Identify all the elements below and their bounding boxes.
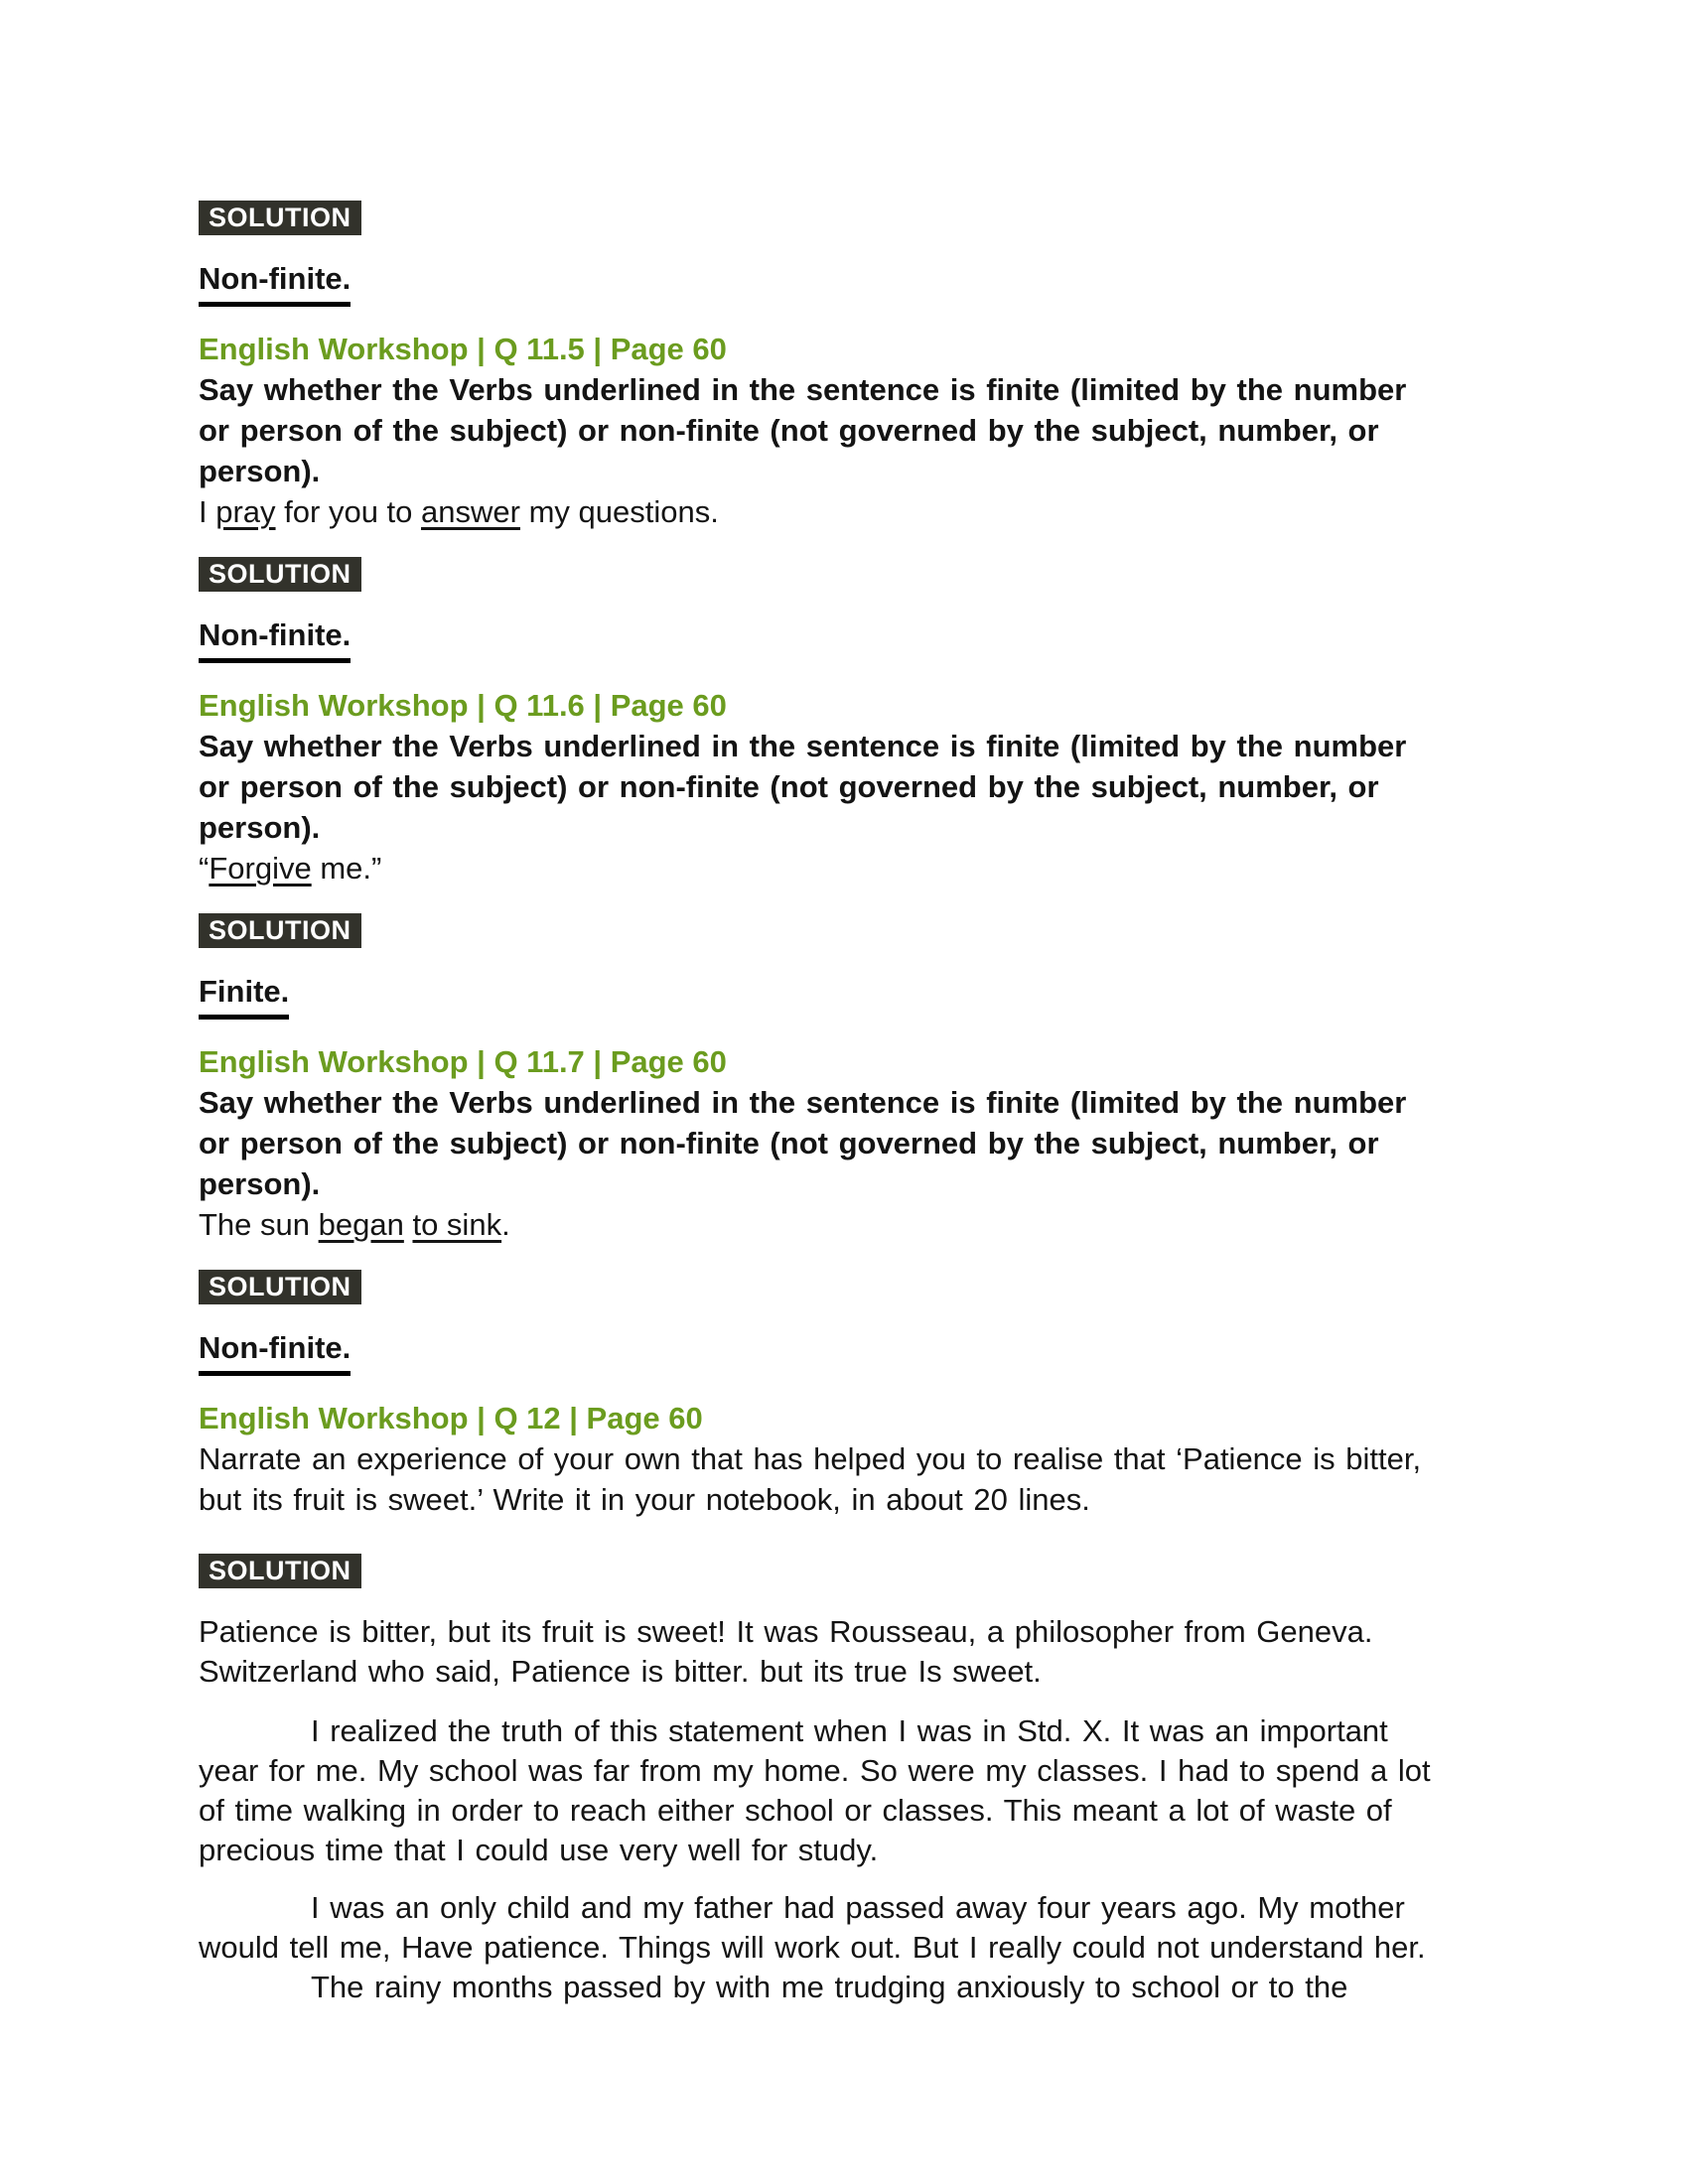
answer-underlined: Non-finite. xyxy=(199,615,351,663)
question-sentence xyxy=(199,491,1658,532)
sentence-text: The sun xyxy=(199,1207,319,1242)
essay-line: The rainy months passed by with me trudging anxiously to school or to the xyxy=(311,1970,1348,2004)
essay-line: would tell me, Have patience. Things will work out. But I really could not understand her. xyxy=(199,1930,1426,1965)
answer-underlined: Non-finite. xyxy=(199,1328,351,1376)
question-text-line: Say whether the Verbs underlined in the sentence is finite (limited by the number xyxy=(199,372,1407,407)
solution-badge-row xyxy=(199,1554,1658,1588)
answer-text xyxy=(199,615,1658,663)
underlined-word: pray xyxy=(215,494,276,529)
question-text-line: or person of the subject) or non-finite (not governed by the subject, number, or xyxy=(199,1126,1379,1160)
essay-line: of time walking in order to reach either school or classes. This meant a lot of waste of xyxy=(199,1793,1392,1828)
essay-paragraph xyxy=(199,1711,1658,1870)
solution-badge: SOLUTION xyxy=(199,913,361,948)
solution-badge-row xyxy=(199,201,1658,235)
answer-text xyxy=(199,259,1658,307)
question-text-line: person). xyxy=(199,810,321,845)
question-text-line: person). xyxy=(199,454,321,488)
sentence-text: I xyxy=(199,494,216,529)
underlined-word: Forgive xyxy=(209,851,312,886)
question-text-line: person). xyxy=(199,1166,321,1201)
answer-underlined: Finite. xyxy=(199,972,289,1020)
answer-underlined: Non-finite. xyxy=(199,259,351,307)
sentence-text: . xyxy=(501,1207,510,1242)
solution-badge-row xyxy=(199,1270,1658,1304)
essay-line: I realized the truth of this statement when I was in Std. X. It was an important xyxy=(311,1713,1388,1748)
solution-badge-row xyxy=(199,557,1658,592)
question-text-line: or person of the subject) or non-finite (not governed by the subject, number, or xyxy=(199,769,1379,804)
solution-badge: SOLUTION xyxy=(199,1554,361,1588)
solution-badge: SOLUTION xyxy=(199,557,361,592)
sentence-text: for you to xyxy=(275,494,422,529)
essay-line: Patience is bitter, but its fruit is sweet! It was Rousseau, a philosopher from Geneva. xyxy=(199,1614,1373,1649)
question-text xyxy=(199,1438,1658,1520)
question-sentence xyxy=(199,1204,1658,1245)
answer-text xyxy=(199,1328,1658,1376)
underlined-word: answer xyxy=(421,494,520,529)
solution-badge: SOLUTION xyxy=(199,201,361,235)
sentence-text: “ xyxy=(199,851,210,886)
underlined-word: to sink xyxy=(412,1207,502,1242)
underlined-word: began xyxy=(318,1207,404,1242)
essay-line: year for me. My school was far from my home. So were my classes. I had to spend a lot xyxy=(199,1753,1431,1788)
solution-badge: SOLUTION xyxy=(199,1270,361,1304)
question-text-line: Say whether the Verbs underlined in the sentence is finite (limited by the number xyxy=(199,729,1407,763)
essay-line: Switzerland who said, Patience is bitter. but its true Is sweet. xyxy=(199,1654,1042,1689)
sentence-text: me.” xyxy=(311,851,382,886)
essay-paragraph xyxy=(199,1612,1658,1692)
answer-text xyxy=(199,972,1658,1020)
question-heading: English Workshop | Q 11.6 | Page 60 xyxy=(199,688,727,723)
question-heading: English Workshop | Q 11.5 | Page 60 xyxy=(199,332,727,366)
essay-paragraph xyxy=(199,1888,1658,2007)
solution-badge-row xyxy=(199,913,1658,948)
question-heading: English Workshop | Q 12 | Page 60 xyxy=(199,1401,703,1435)
sentence-text: my questions. xyxy=(519,494,719,529)
essay-line: precious time that I could use very well for study. xyxy=(199,1833,879,1867)
question-text-line: but its fruit is sweet.’ Write it in your notebook, in about 20 lines. xyxy=(199,1482,1090,1517)
question-text-line: Narrate an experience of your own that has helped you to realise that ‘Patience is bitter, xyxy=(199,1441,1422,1476)
question-text-line: or person of the subject) or non-finite (not governed by the subject, number, or xyxy=(199,413,1379,448)
essay-line: I was an only child and my father had passed away four years ago. My mother xyxy=(311,1890,1405,1925)
question-text-line: Say whether the Verbs underlined in the sentence is finite (limited by the number xyxy=(199,1085,1407,1120)
question-heading: English Workshop | Q 11.7 | Page 60 xyxy=(199,1044,727,1079)
question-sentence xyxy=(199,848,1658,888)
